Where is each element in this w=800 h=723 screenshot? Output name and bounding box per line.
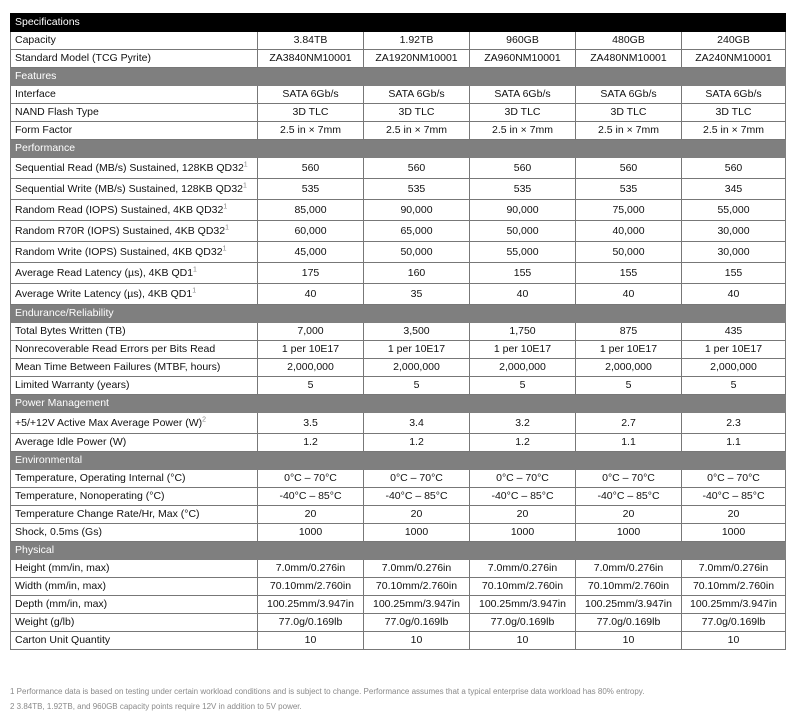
row-label bbox=[11, 323, 258, 341]
value-cell: 2,000,000 bbox=[258, 359, 364, 377]
section-header-row bbox=[11, 68, 786, 86]
table-row bbox=[11, 470, 786, 488]
value-cell: 1,750 bbox=[470, 323, 576, 341]
row-label-text: Weight (g/lb) bbox=[15, 616, 75, 628]
footnote: 1 Performance data is based on testing under certain workload conditions and is subject to change. Performance assumes that a typical enterprise data workload has 80% entropy. bbox=[10, 687, 645, 696]
row-label-text: Shock, 0.5ms (Gs) bbox=[15, 526, 102, 538]
table-row bbox=[11, 596, 786, 614]
table-row bbox=[11, 560, 786, 578]
row-label bbox=[11, 359, 258, 377]
row-label-text: Temperature, Operating Internal (°C) bbox=[15, 472, 186, 484]
value-cell: 2,000,000 bbox=[364, 359, 470, 377]
value-cell: SATA 6Gb/s bbox=[682, 86, 786, 104]
footnote-marker: 1 bbox=[192, 287, 197, 295]
value-cell: 1.2 bbox=[364, 434, 470, 452]
value-cell: 155 bbox=[576, 263, 682, 284]
table-row bbox=[11, 578, 786, 596]
value-cell: 20 bbox=[576, 506, 682, 524]
row-label-text: Depth (mm/in, max) bbox=[15, 598, 108, 610]
value-cell: 70.10mm/2.760in bbox=[258, 578, 364, 596]
value-cell: -40°C – 85°C bbox=[258, 488, 364, 506]
value-cell: 100.25mm/3.947in bbox=[258, 596, 364, 614]
section-heading: Environmental bbox=[11, 452, 786, 470]
value-cell: ZA960NM10001 bbox=[470, 50, 576, 68]
value-cell: 50,000 bbox=[576, 242, 682, 263]
section-heading: Features bbox=[11, 68, 786, 86]
section-header-row bbox=[11, 542, 786, 560]
section-header-row bbox=[11, 395, 786, 413]
row-label bbox=[11, 560, 258, 578]
value-cell: 90,000 bbox=[470, 200, 576, 221]
value-cell: 0°C – 70°C bbox=[364, 470, 470, 488]
value-cell: 10 bbox=[470, 632, 576, 650]
value-cell: 45,000 bbox=[258, 242, 364, 263]
value-cell: 1000 bbox=[470, 524, 576, 542]
table-row bbox=[11, 221, 786, 242]
value-cell: 160 bbox=[364, 263, 470, 284]
capacity-cell: 960GB bbox=[470, 32, 576, 50]
table-row bbox=[11, 323, 786, 341]
row-label bbox=[11, 596, 258, 614]
value-cell: 560 bbox=[364, 158, 470, 179]
value-cell: 435 bbox=[682, 323, 786, 341]
value-cell: 2.7 bbox=[576, 413, 682, 434]
value-cell: 2,000,000 bbox=[470, 359, 576, 377]
specifications-table bbox=[10, 13, 786, 650]
value-cell: 100.25mm/3.947in bbox=[576, 596, 682, 614]
value-cell: 55,000 bbox=[470, 242, 576, 263]
value-cell: 20 bbox=[470, 506, 576, 524]
section-header-row bbox=[11, 140, 786, 158]
row-label-text: Standard Model (TCG Pyrite) bbox=[15, 52, 151, 64]
table-row bbox=[11, 179, 786, 200]
value-cell: 1000 bbox=[576, 524, 682, 542]
value-cell: 2.5 in × 7mm bbox=[576, 122, 682, 140]
value-cell: 560 bbox=[682, 158, 786, 179]
value-cell: 875 bbox=[576, 323, 682, 341]
row-label bbox=[11, 413, 258, 434]
value-cell: 70.10mm/2.760in bbox=[576, 578, 682, 596]
row-label bbox=[11, 578, 258, 596]
value-cell: 7.0mm/0.276in bbox=[682, 560, 786, 578]
value-cell: 345 bbox=[682, 179, 786, 200]
value-cell: 5 bbox=[258, 377, 364, 395]
value-cell: 1000 bbox=[682, 524, 786, 542]
row-label-text: Average Write Latency (µs), 4KB QD1 bbox=[15, 288, 193, 300]
table-title-row bbox=[11, 14, 786, 32]
row-label bbox=[11, 284, 258, 305]
capacity-cell: 480GB bbox=[576, 32, 682, 50]
row-label bbox=[11, 341, 258, 359]
footnote-marker: 2 bbox=[202, 416, 207, 424]
row-label bbox=[11, 614, 258, 632]
value-cell: 40 bbox=[682, 284, 786, 305]
row-label-text: Sequential Read (MB/s) Sustained, 128KB QD32 bbox=[15, 162, 244, 174]
table-row bbox=[11, 488, 786, 506]
value-cell: ZA3840NM10001 bbox=[258, 50, 364, 68]
value-cell: 70.10mm/2.760in bbox=[364, 578, 470, 596]
value-cell: 1 per 10E17 bbox=[364, 341, 470, 359]
table-row bbox=[11, 413, 786, 434]
value-cell: 0°C – 70°C bbox=[576, 470, 682, 488]
value-cell: 1 per 10E17 bbox=[470, 341, 576, 359]
table-row bbox=[11, 50, 786, 68]
value-cell: 77.0g/0.169lb bbox=[258, 614, 364, 632]
table-row bbox=[11, 284, 786, 305]
row-label-text: NAND Flash Type bbox=[15, 106, 99, 118]
value-cell: 3D TLC bbox=[364, 104, 470, 122]
value-cell: 0°C – 70°C bbox=[682, 470, 786, 488]
value-cell: 55,000 bbox=[682, 200, 786, 221]
row-label bbox=[11, 104, 258, 122]
row-label bbox=[11, 377, 258, 395]
value-cell: 2,000,000 bbox=[576, 359, 682, 377]
footnote-marker: 1 bbox=[243, 161, 248, 169]
row-label-text: Sequential Write (MB/s) Sustained, 128KB QD32 bbox=[15, 183, 244, 195]
footnote: 2 3.84TB, 1.92TB, and 960GB capacity points require 12V in addition to 5V power. bbox=[10, 702, 302, 711]
section-heading: Power Management bbox=[11, 395, 786, 413]
value-cell: 30,000 bbox=[682, 221, 786, 242]
value-cell: 1.2 bbox=[470, 434, 576, 452]
value-cell: ZA1920NM10001 bbox=[364, 50, 470, 68]
value-cell: 7.0mm/0.276in bbox=[576, 560, 682, 578]
value-cell: 155 bbox=[682, 263, 786, 284]
row-label-text: Average Read Latency (µs), 4KB QD1 bbox=[15, 267, 194, 279]
capacity-cell: 240GB bbox=[682, 32, 786, 50]
value-cell: 1.1 bbox=[576, 434, 682, 452]
value-cell: 3D TLC bbox=[258, 104, 364, 122]
table-title-fill bbox=[258, 14, 786, 32]
value-cell: ZA480NM10001 bbox=[576, 50, 682, 68]
value-cell: 3,500 bbox=[364, 323, 470, 341]
value-cell: 2.3 bbox=[682, 413, 786, 434]
value-cell: 535 bbox=[364, 179, 470, 200]
value-cell: 50,000 bbox=[470, 221, 576, 242]
value-cell: 10 bbox=[364, 632, 470, 650]
value-cell: 65,000 bbox=[364, 221, 470, 242]
row-label bbox=[11, 470, 258, 488]
value-cell: 85,000 bbox=[258, 200, 364, 221]
row-label-text: Limited Warranty (years) bbox=[15, 379, 130, 391]
value-cell: 3D TLC bbox=[682, 104, 786, 122]
value-cell: 10 bbox=[258, 632, 364, 650]
row-label bbox=[11, 488, 258, 506]
value-cell: 77.0g/0.169lb bbox=[576, 614, 682, 632]
table-row bbox=[11, 632, 786, 650]
value-cell: 1000 bbox=[258, 524, 364, 542]
row-label bbox=[11, 179, 258, 200]
row-label bbox=[11, 242, 258, 263]
table-row bbox=[11, 122, 786, 140]
value-cell: 30,000 bbox=[682, 242, 786, 263]
table-row bbox=[11, 434, 786, 452]
row-label-text: Temperature, Nonoperating (°C) bbox=[15, 490, 165, 502]
row-label bbox=[11, 263, 258, 284]
row-label bbox=[11, 50, 258, 68]
value-cell: 535 bbox=[470, 179, 576, 200]
row-label-text: Random R70R (IOPS) Sustained, 4KB QD32 bbox=[15, 225, 226, 237]
value-cell: 2.5 in × 7mm bbox=[364, 122, 470, 140]
value-cell: 1 per 10E17 bbox=[258, 341, 364, 359]
value-cell: 40 bbox=[258, 284, 364, 305]
value-cell: 40,000 bbox=[576, 221, 682, 242]
specifications-table-body bbox=[11, 14, 786, 650]
value-cell: 2.5 in × 7mm bbox=[682, 122, 786, 140]
table-row bbox=[11, 524, 786, 542]
value-cell: 1.2 bbox=[258, 434, 364, 452]
table-row bbox=[11, 377, 786, 395]
row-label-text: Carton Unit Quantity bbox=[15, 634, 111, 646]
row-label-text: Form Factor bbox=[15, 124, 73, 136]
section-heading: Endurance/Reliability bbox=[11, 305, 786, 323]
value-cell: 100.25mm/3.947in bbox=[682, 596, 786, 614]
value-cell: 560 bbox=[258, 158, 364, 179]
value-cell: 5 bbox=[682, 377, 786, 395]
value-cell: 40 bbox=[576, 284, 682, 305]
value-cell: 0°C – 70°C bbox=[258, 470, 364, 488]
table-row bbox=[11, 200, 786, 221]
table-row bbox=[11, 614, 786, 632]
footnote-marker: 1 bbox=[223, 203, 228, 211]
table-row bbox=[11, 158, 786, 179]
value-cell: 0°C – 70°C bbox=[470, 470, 576, 488]
row-label-text: Height (mm/in, max) bbox=[15, 562, 110, 574]
value-cell: 3.4 bbox=[364, 413, 470, 434]
capacity-cell: 1.92TB bbox=[364, 32, 470, 50]
value-cell: 5 bbox=[364, 377, 470, 395]
value-cell: 5 bbox=[470, 377, 576, 395]
row-label-text: Random Read (IOPS) Sustained, 4KB QD32 bbox=[15, 204, 224, 216]
value-cell: 2.5 in × 7mm bbox=[470, 122, 576, 140]
row-label bbox=[11, 200, 258, 221]
value-cell: 90,000 bbox=[364, 200, 470, 221]
section-header-row bbox=[11, 452, 786, 470]
value-cell: 60,000 bbox=[258, 221, 364, 242]
value-cell: 1000 bbox=[364, 524, 470, 542]
footnote-marker: 1 bbox=[225, 224, 230, 232]
value-cell: 560 bbox=[470, 158, 576, 179]
capacity-cell: 3.84TB bbox=[258, 32, 364, 50]
footnote-marker: 1 bbox=[193, 266, 197, 274]
value-cell: 5 bbox=[576, 377, 682, 395]
table-row bbox=[11, 263, 786, 284]
value-cell: 20 bbox=[682, 506, 786, 524]
table-row bbox=[11, 86, 786, 104]
row-label bbox=[11, 506, 258, 524]
value-cell: -40°C – 85°C bbox=[364, 488, 470, 506]
value-cell: 1 per 10E17 bbox=[576, 341, 682, 359]
row-label-text: Mean Time Between Failures (MTBF, hours) bbox=[15, 361, 221, 373]
value-cell: 3.5 bbox=[258, 413, 364, 434]
value-cell: SATA 6Gb/s bbox=[576, 86, 682, 104]
value-cell: 7.0mm/0.276in bbox=[258, 560, 364, 578]
section-heading: Physical bbox=[11, 542, 786, 560]
capacity-label: Capacity bbox=[11, 32, 258, 50]
value-cell: -40°C – 85°C bbox=[576, 488, 682, 506]
value-cell: 1 per 10E17 bbox=[682, 341, 786, 359]
value-cell: 535 bbox=[258, 179, 364, 200]
value-cell: 100.25mm/3.947in bbox=[364, 596, 470, 614]
capacity-row bbox=[11, 32, 786, 50]
value-cell: 77.0g/0.169lb bbox=[682, 614, 786, 632]
value-cell: 77.0g/0.169lb bbox=[364, 614, 470, 632]
row-label bbox=[11, 122, 258, 140]
value-cell: 70.10mm/2.760in bbox=[682, 578, 786, 596]
value-cell: 50,000 bbox=[364, 242, 470, 263]
table-row bbox=[11, 506, 786, 524]
value-cell: 2.5 in × 7mm bbox=[258, 122, 364, 140]
value-cell: 70.10mm/2.760in bbox=[470, 578, 576, 596]
table-row bbox=[11, 242, 786, 263]
value-cell: 77.0g/0.169lb bbox=[470, 614, 576, 632]
value-cell: 40 bbox=[470, 284, 576, 305]
value-cell: 3.2 bbox=[470, 413, 576, 434]
value-cell: SATA 6Gb/s bbox=[470, 86, 576, 104]
value-cell: 75,000 bbox=[576, 200, 682, 221]
table-row bbox=[11, 359, 786, 377]
value-cell: 7,000 bbox=[258, 323, 364, 341]
value-cell: -40°C – 85°C bbox=[682, 488, 786, 506]
value-cell: 100.25mm/3.947in bbox=[470, 596, 576, 614]
value-cell: 3D TLC bbox=[470, 104, 576, 122]
row-label-text: Random Write (IOPS) Sustained, 4KB QD32 bbox=[15, 246, 223, 258]
section-header-row bbox=[11, 305, 786, 323]
value-cell: 20 bbox=[364, 506, 470, 524]
value-cell: 1.1 bbox=[682, 434, 786, 452]
row-label-text: Total Bytes Written (TB) bbox=[15, 325, 126, 337]
row-label bbox=[11, 434, 258, 452]
row-label-text: Interface bbox=[15, 88, 56, 100]
value-cell: 560 bbox=[576, 158, 682, 179]
row-label-text: +5/+12V Active Max Average Power (W) bbox=[15, 417, 203, 429]
value-cell: 20 bbox=[258, 506, 364, 524]
value-cell: 3D TLC bbox=[576, 104, 682, 122]
value-cell: SATA 6Gb/s bbox=[364, 86, 470, 104]
row-label bbox=[11, 86, 258, 104]
table-row bbox=[11, 104, 786, 122]
row-label-text: Width (mm/in, max) bbox=[15, 580, 107, 592]
row-label-text: Temperature Change Rate/Hr, Max (°C) bbox=[15, 508, 200, 520]
value-cell: ZA240NM10001 bbox=[682, 50, 786, 68]
value-cell: 175 bbox=[258, 263, 364, 284]
value-cell: 35 bbox=[364, 284, 470, 305]
value-cell: 535 bbox=[576, 179, 682, 200]
row-label bbox=[11, 158, 258, 179]
value-cell: 2,000,000 bbox=[682, 359, 786, 377]
row-label bbox=[11, 524, 258, 542]
value-cell: 155 bbox=[470, 263, 576, 284]
footnote-marker: 1 bbox=[243, 182, 247, 190]
table-title: Specifications bbox=[11, 14, 258, 32]
value-cell: 10 bbox=[576, 632, 682, 650]
value-cell: 7.0mm/0.276in bbox=[470, 560, 576, 578]
row-label bbox=[11, 632, 258, 650]
table-row bbox=[11, 341, 786, 359]
value-cell: -40°C – 85°C bbox=[470, 488, 576, 506]
footnote-marker: 1 bbox=[222, 245, 227, 253]
row-label-text: Nonrecoverable Read Errors per Bits Read bbox=[15, 343, 216, 355]
row-label-text: Average Idle Power (W) bbox=[15, 436, 127, 448]
value-cell: SATA 6Gb/s bbox=[258, 86, 364, 104]
value-cell: 7.0mm/0.276in bbox=[364, 560, 470, 578]
footnotes bbox=[10, 684, 644, 714]
row-label bbox=[11, 221, 258, 242]
section-heading: Performance bbox=[11, 140, 786, 158]
value-cell: 10 bbox=[682, 632, 786, 650]
